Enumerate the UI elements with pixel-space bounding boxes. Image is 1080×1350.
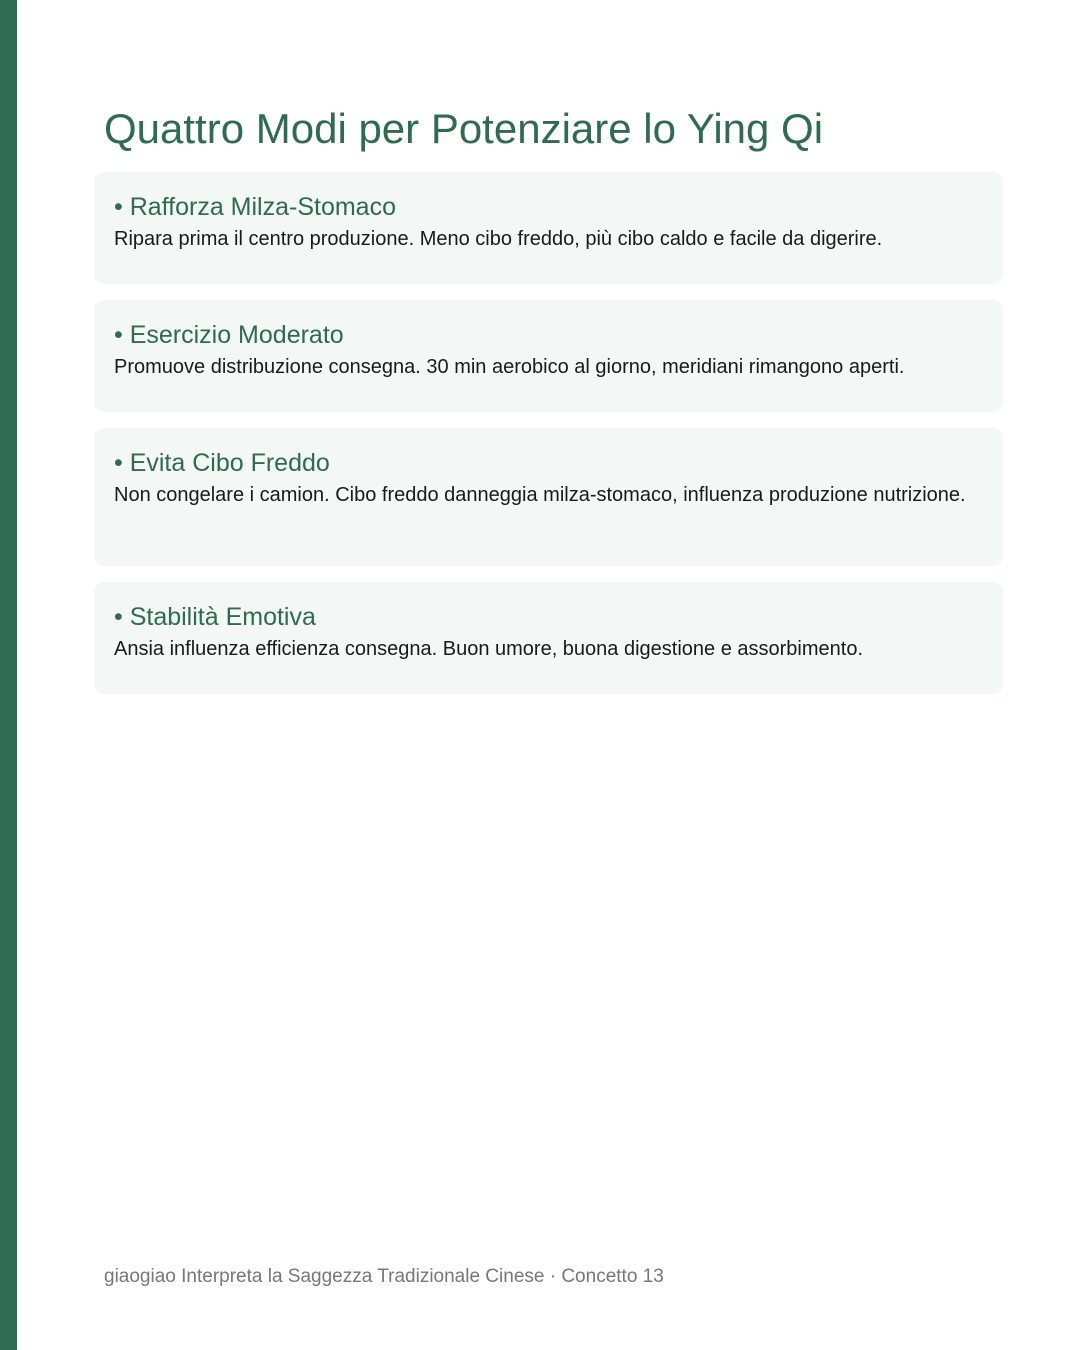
tip-card-text: Promuove distribuzione consegna. 30 min aerobico al giorno, meridiani rimangono aperti.	[114, 356, 905, 378]
tip-card-text: Ripara prima il centro produzione. Meno cibo freddo, più cibo caldo e facile da digerire.	[114, 228, 883, 250]
tip-card-cold-food	[94, 428, 1003, 566]
tip-card-text: Ansia influenza efficienza consegna. Buon umore, buona digestione e assorbimento.	[114, 638, 864, 660]
page-title: Quattro Modi per Potenziare lo Ying Qi	[104, 105, 824, 152]
tip-card-emotional-stability	[94, 582, 1003, 694]
tip-card-heading: • Evita Cibo Freddo	[114, 449, 330, 477]
tip-card-text: Non congelare i camion. Cibo freddo danneggia milza-stomaco, influenza produzione nutrizione.	[114, 484, 966, 506]
tip-card-heading: • Rafforza Milza-Stomaco	[114, 193, 396, 221]
tip-card-spleen-stomach	[94, 172, 1003, 284]
tip-card-exercise	[94, 300, 1003, 412]
tip-card-heading: • Esercizio Moderato	[114, 321, 344, 349]
tip-card-heading: • Stabilità Emotiva	[114, 603, 316, 631]
accent-bar	[0, 0, 17, 1350]
footer-credit: giaogiao Interpreta la Saggezza Tradizionale Cinese · Concetto 13	[104, 1266, 664, 1287]
